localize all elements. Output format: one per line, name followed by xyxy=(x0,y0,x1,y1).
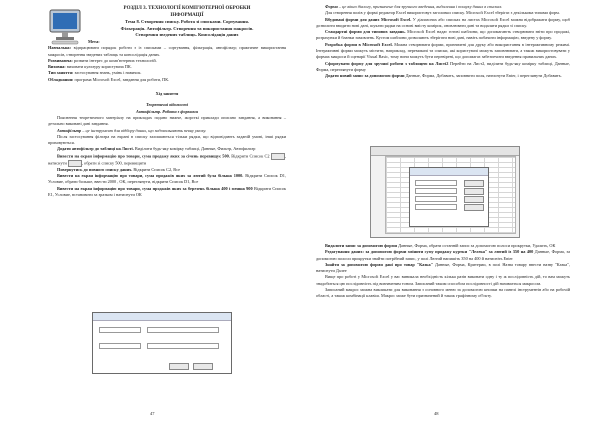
edu-goal: Навчальна: відпрацювати порядок роботи з із списками – сортування, фільтрація, автофільтр; практичне використання макросів, створення зведених таблиць та консолідація даних. xyxy=(48,45,287,57)
lesson-heading: Хід заняття xyxy=(155,91,179,97)
paragraph: Вище про роботі у Microsoft Excel у вас виникала необхідність кілька разів виконати одну і ту ж послідовність дій, то вам можуть знадобиться цю послідовність під визначеним тоном. Записаний таким способом послідовності дій називається макросом. xyxy=(316,274,570,286)
paragraph: Сформувати форму для зручної роботи з таблицею на Листі2 Перейти на Лист2, виділити будь-яку комірку таблиці, Данные, Форма, переглянути форму xyxy=(316,60,571,72)
custom-autofilter-dialog-image xyxy=(92,312,232,374)
paragraph: Записаний макрос можна викликати для виконання з основного меню за допомогою кнопки на панелі інструментів або на робочій області, а також комбінації клавіш. Макрос може бути призначений й також графічному об'єкту. xyxy=(316,287,570,299)
equipment: Обладнання: програма Microsoft Excel, завдання для роботи, ПК. xyxy=(48,76,170,82)
paragraph: Вивести на екран інформацію про товари, сума продажу яких за січень перевищує 500. Відкрити Список С2 , натиснути , обрати зі списку 500, перевищити xyxy=(48,153,287,166)
paragraph: Додати новий запис за допомогою форми Данные, Форма, Добавить, заповнити поля, натиснути Enter, і переглянути Добавить. xyxy=(325,73,562,79)
topic-title-3: Створення зведених таблиць. Консолідація даних xyxy=(135,32,239,38)
excel-form-screenshot xyxy=(370,146,520,238)
paragraph: Автофільтр – це інструмент для відбору даних, що задовольняють певну умову. xyxy=(57,127,207,133)
paragraph: Вбудовані форми для даних Microsoft Excel. У діапазонах або списках на листах Microsoft Excel можна відображати форму, щоб дозволити вводити нові дані, шукати рядки на основі вмісту комірок, оновлювати дані та видаляти рядки зі списку. xyxy=(316,16,571,28)
lesson-type: Тип заняття: застосування знань, умінь і навичок. xyxy=(48,70,142,76)
dropdown-button-image xyxy=(68,160,82,167)
right-page xyxy=(300,0,600,424)
page-number: 48 xyxy=(434,411,439,416)
page-number: 47 xyxy=(150,411,155,416)
paragraph: Знайти за допомогою форми дані про товар "Казка" Данные, Форма, Критерии, в полі Назва товару ввести назву "Казка", натиснути Далее xyxy=(316,261,570,274)
paragraph: Розробка форми в Microsoft Excel. Можна створювати форми, призначені для друку або використання в інтерактивному режимі. Інтерактивні форми можуть містити, наприклад, перемикачі та списки, які користувачі можуть заповнювати, а також використовувати у формах макроси й сценарії Visual Basic, тому вони можуть бути перевірені, що допомагає забезпечити введення правильних даних. xyxy=(316,41,570,60)
autofilter-heading: Автофільтр. Робота з формами xyxy=(135,108,199,114)
vih-goal: Виховна: виховати культуру користувача ПК. xyxy=(48,64,132,70)
paragraph: Після застосування фільтра на екрані в списку залишаються тільки рядки, що відповідають заданій умові, інші рядки приховуються. xyxy=(48,133,286,146)
topic-title-2: Фільтрація. Автофільтр. Створення та використання макросів. xyxy=(120,25,254,31)
paragraph: Стандартні форми для типових завдань. Microsoft Excel надає готові шаблони, що допомагають створювати звіти про продажі, розрахунки й бланки замовлень. Кустом шаблони дозволяють зберігати нові дані, навіть побачити інформацію, введену у форму. xyxy=(316,29,571,41)
dropdown-button-image xyxy=(271,153,285,160)
paragraph: Форма – це вікно діалогу, призначене для зручного введення, видалення і пошуку даних в списках. xyxy=(325,4,503,9)
goal-label: Мета: xyxy=(88,38,100,44)
paragraph: Редагування даних: за допомогою форми змінити суму продажу куртки "Лелека" за лютий із 350 на 400 Данные, Форма, за допомогою полоси прокрутки знайти потрібний запис, у полі Лютий напишіть 350 на 400 й натисніть Enter xyxy=(316,249,570,261)
theory-heading: Теоретичні відомості xyxy=(146,102,188,108)
paragraph: Вивести на екран інформацію про товари, сума продажів яких за лютий була більша 1000. Відкрити Список D1, Условие, обрати больше, ввести 2000 , ОК, переглянути, відкрити Список D1, Все xyxy=(48,173,286,185)
paragraph: Для створення полів у формі редактор Excel використовує заголовки списку. Microsoft Excel зберігає з декількома типами форм. xyxy=(325,10,560,16)
topic-title: Тема 8. Створення списку. Робота зі списками. Сортування. xyxy=(124,19,250,25)
paragraph: Додати автофільтр до таблиці на Листі. Виділити будь-яку комірку таблиці, Данные, Фильтр, Автофильтр xyxy=(57,146,256,152)
paragraph: Видалити запис за допомогою форми Данные, Форма, обрати останній запис за допомогою полоси прокрутки, Удалить, ОК xyxy=(325,243,556,248)
section-title-2: ІНФОРМАЦІЇ xyxy=(170,12,204,18)
paragraph: Вивести на екран інформацію про товари, сума продажів яких за березень більша 400 і менша 900 Відкрити Список E1, Условие, встановити за зразком і натиснути ОК xyxy=(48,185,286,197)
section-title: РОЗДІЛ 3. ТЕХНОЛОГІЇ КОМП'ЮТЕРНОЇ ОБРОБКИ xyxy=(123,6,251,11)
computer-monitor-icon xyxy=(48,8,82,46)
dev-goal: Розвиваюча: розвити інтерес до комп'ютерних технологій. xyxy=(48,57,157,63)
paragraph: Повернутись до повного списку даних. Відкрити Список С2, Все xyxy=(57,166,180,172)
paragraph: Пояснення теоретичного матеріалу на прикладах подано нижче, жорсткі приклади описано завдання, а виконання – детально виконані дані завдання. xyxy=(48,114,286,127)
